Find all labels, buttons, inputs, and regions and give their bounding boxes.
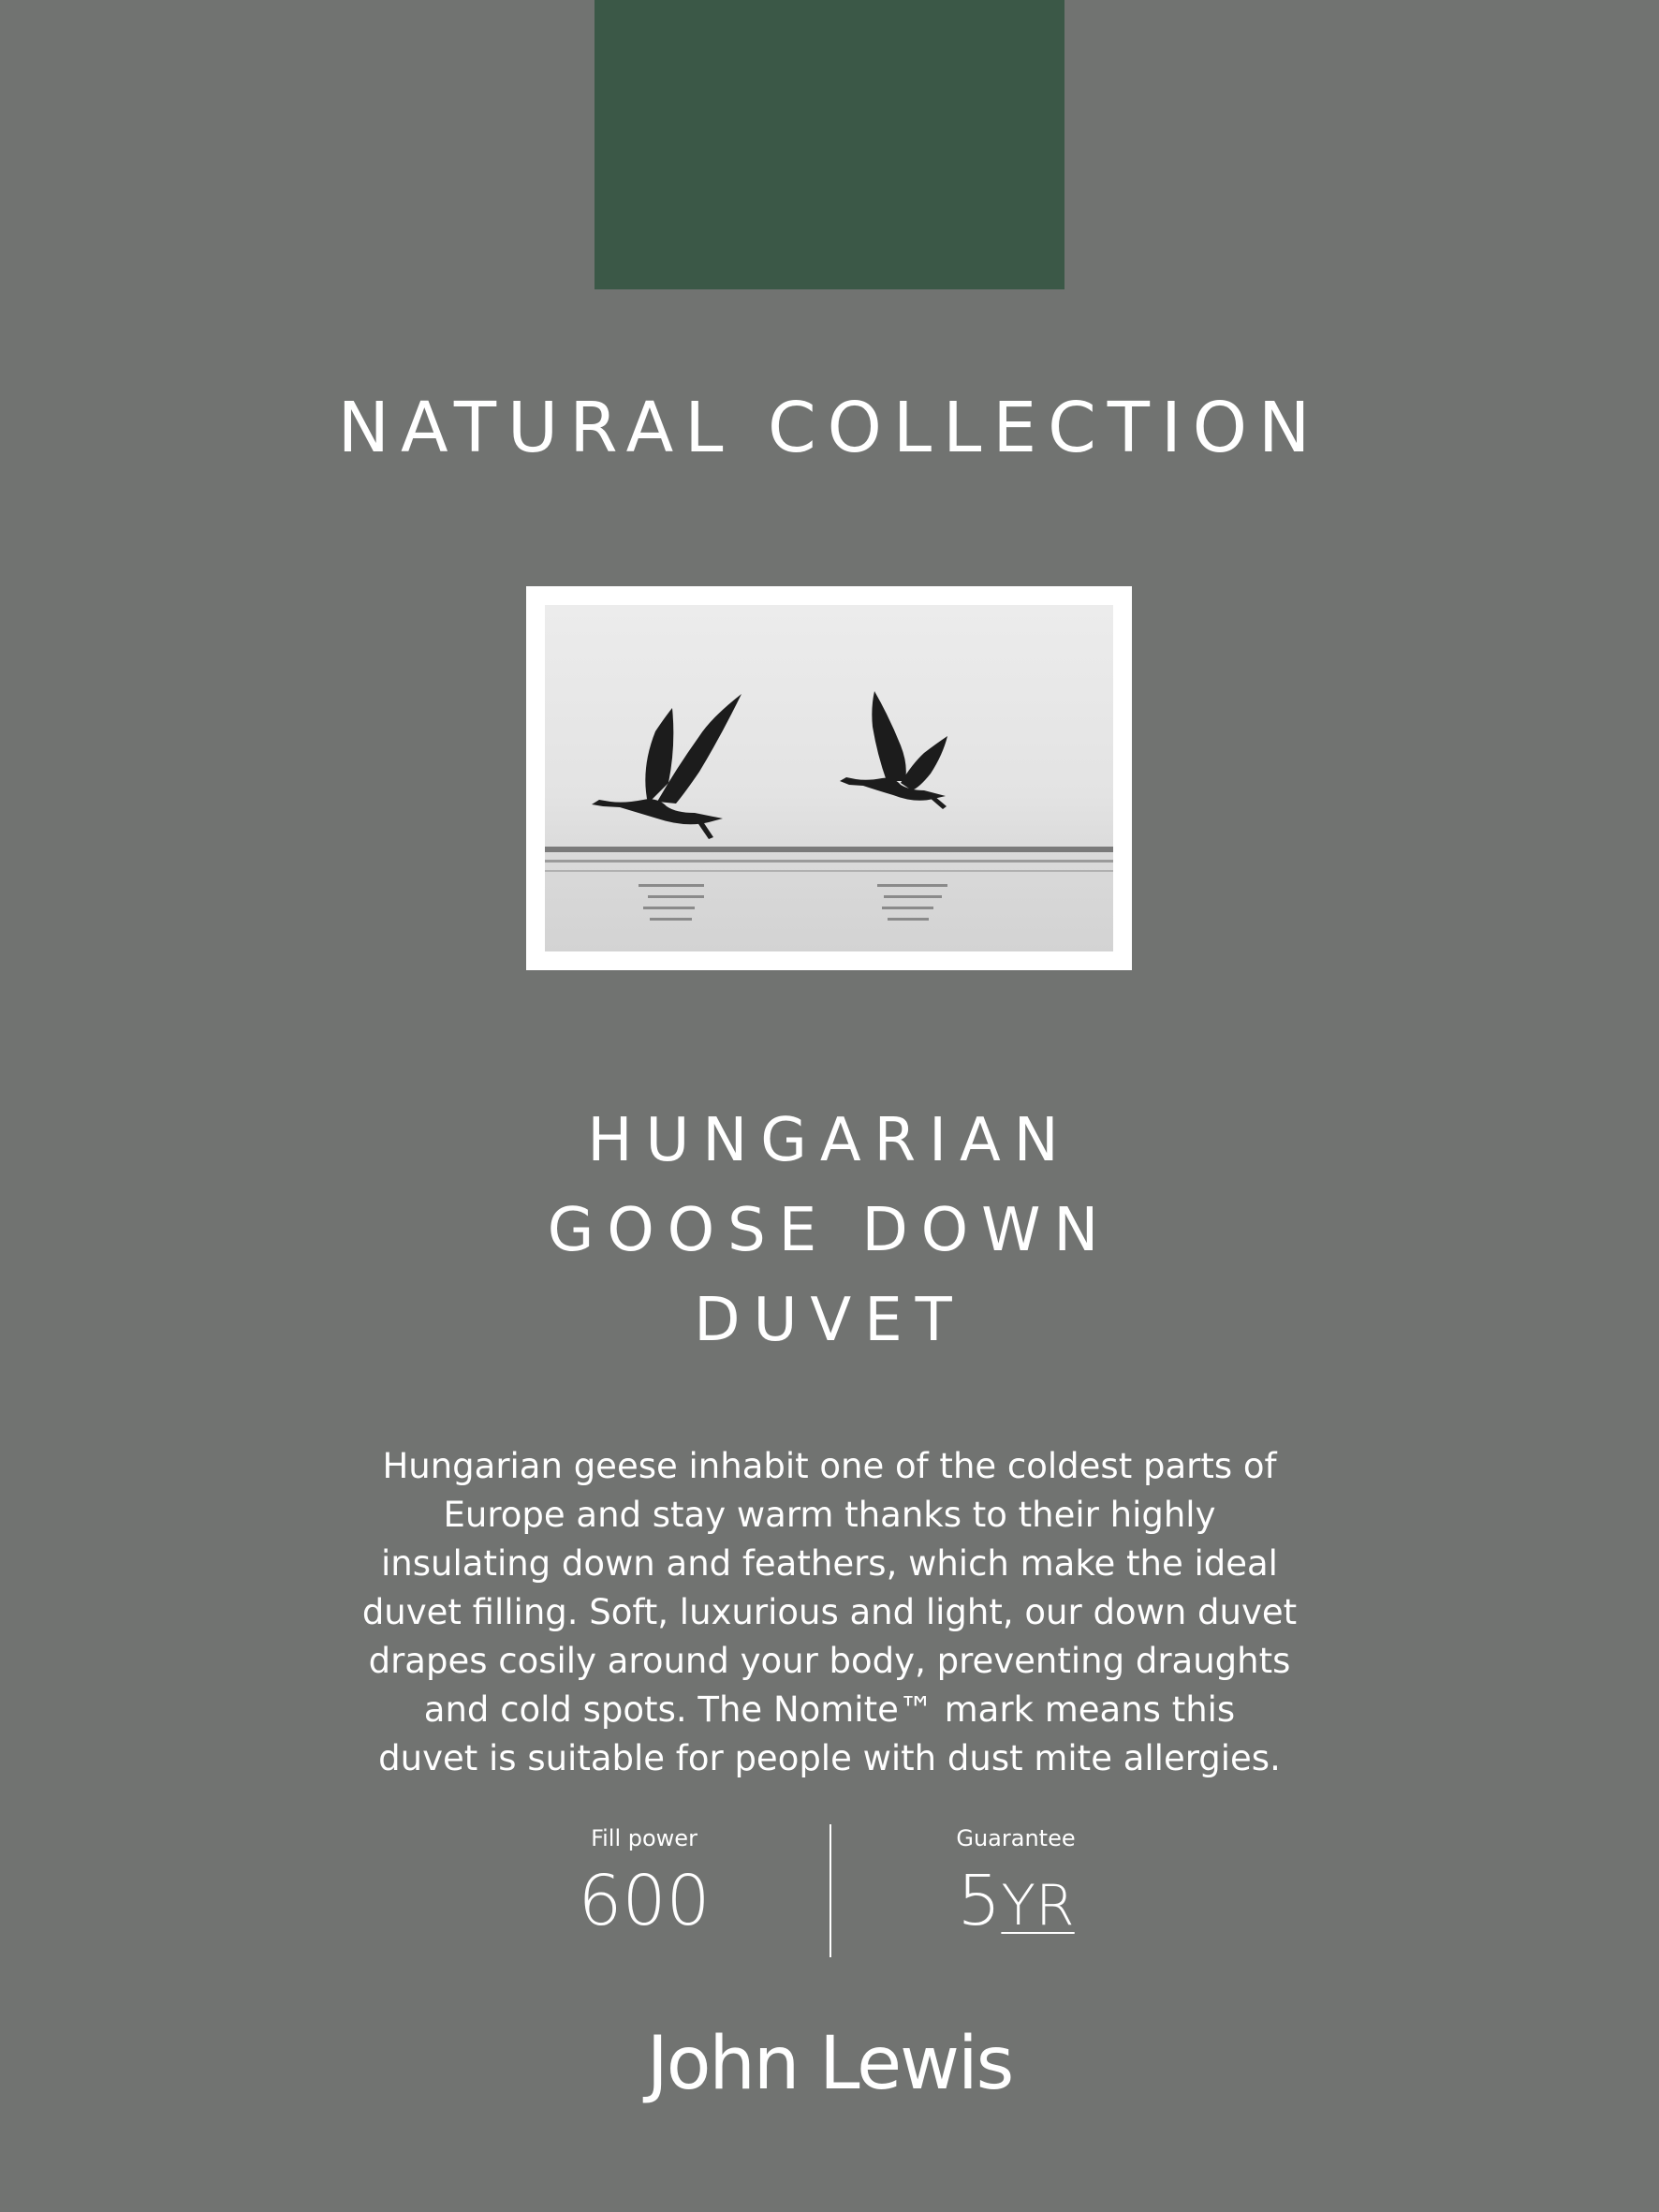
description-line: drapes cosily around your body, preventing draughts <box>368 1641 1291 1681</box>
guarantee-unit: YR <box>1001 1873 1075 1939</box>
product-title-line: DUVET <box>694 1286 965 1355</box>
description-line: Hungarian geese inhabit one of the coldest parts of <box>382 1446 1277 1486</box>
fill-power-label: Fill power <box>591 1825 697 1851</box>
spec-panel <box>0 1824 1659 1957</box>
product-title <box>0 1096 1659 1365</box>
guarantee-spec <box>875 1824 1156 1945</box>
description-line: duvet is suitable for people with dust mite allergies. <box>378 1738 1281 1778</box>
description-line: duvet filling. Soft, luxurious and light, our down duvet <box>361 1592 1298 1632</box>
product-description <box>356 1442 1303 1783</box>
description-line: and cold spots. The Nomite™ mark means this <box>423 1689 1236 1730</box>
fill-power-value: 600 <box>578 1861 711 1941</box>
product-title-line: GOOSE DOWN <box>547 1196 1112 1265</box>
guarantee-label: Guarantee <box>956 1825 1076 1851</box>
description-line: insulating down and feathers, which make the ideal <box>381 1543 1278 1584</box>
guarantee-value <box>875 1862 1156 1945</box>
brand-logo: John Lewis <box>646 2022 1013 2106</box>
geese-photo <box>545 605 1113 951</box>
fill-power-spec <box>504 1824 785 1940</box>
collection-title: NATURAL COLLECTION <box>337 388 1322 468</box>
spec-divider <box>830 1824 831 1957</box>
accent-tab <box>595 0 1064 289</box>
product-title-line: HUNGARIAN <box>587 1106 1072 1175</box>
photo-frame <box>526 586 1132 970</box>
guarantee-number: 5 <box>957 1861 1002 1941</box>
description-line: Europe and stay warm thanks to their highly <box>443 1495 1216 1535</box>
geese-photo-image <box>545 605 1113 951</box>
